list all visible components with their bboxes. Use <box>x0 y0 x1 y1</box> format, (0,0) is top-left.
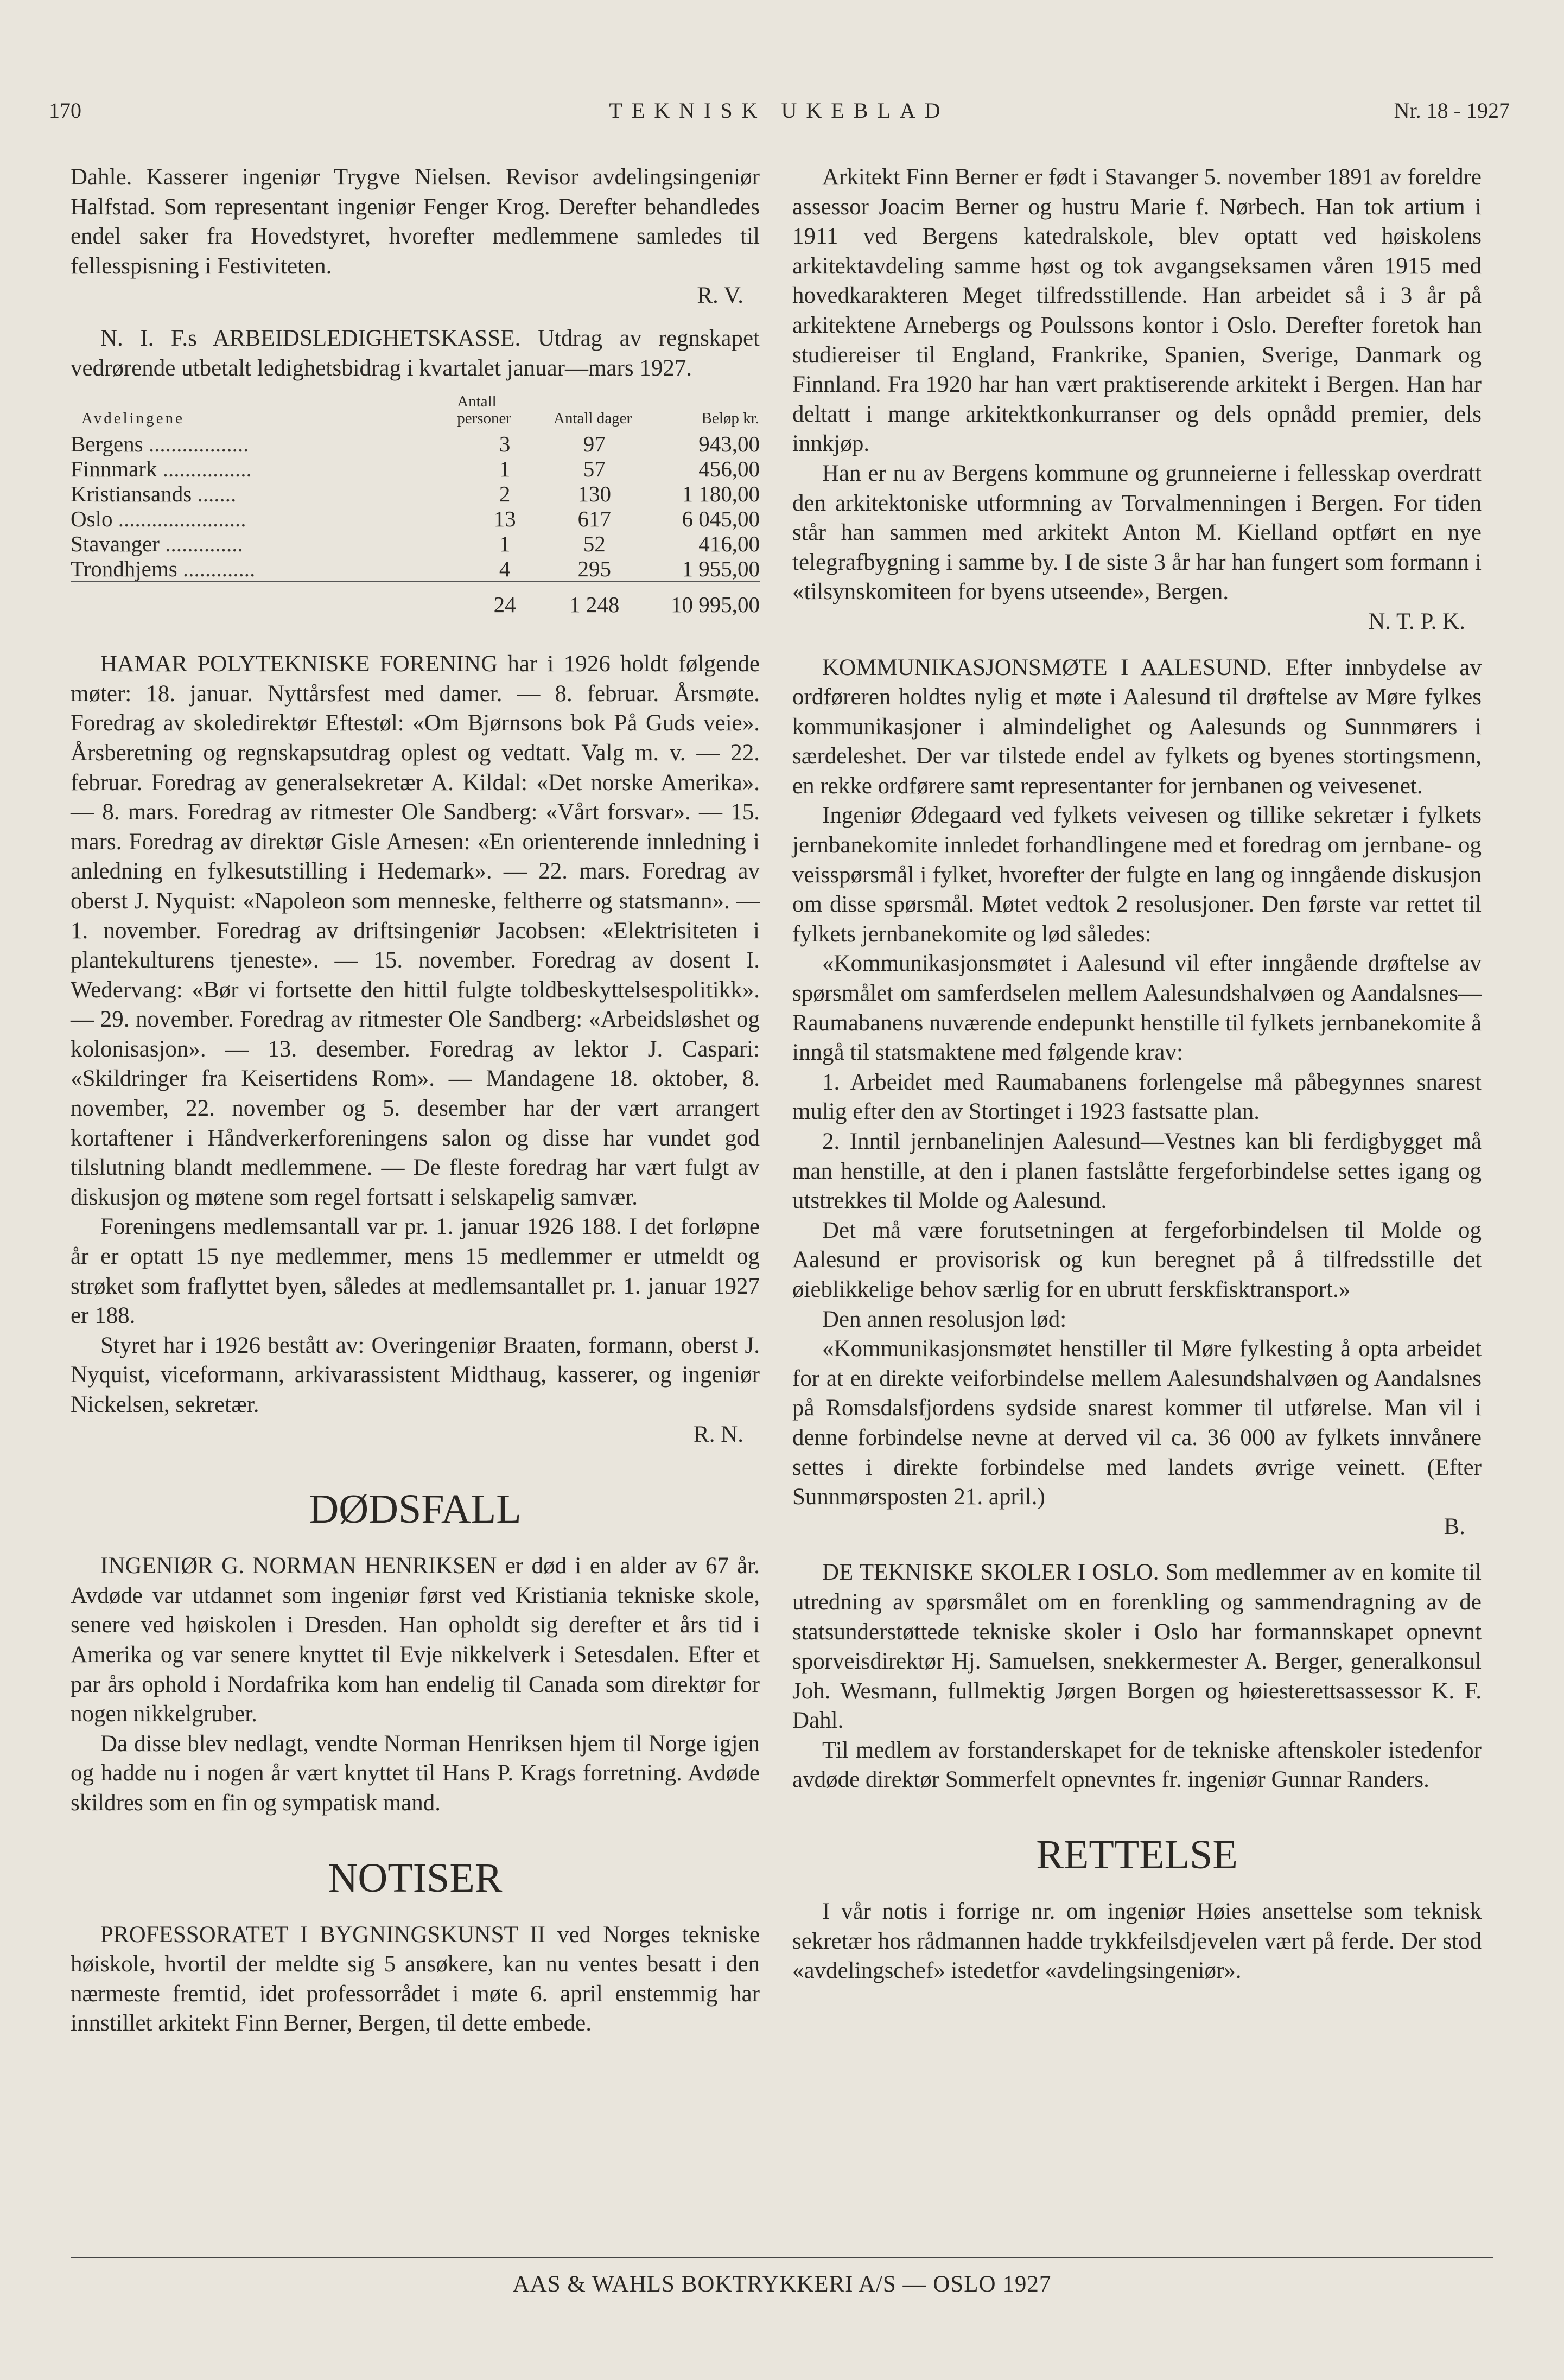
dept-cell <box>71 456 456 481</box>
notiser-heading: NOTISER <box>328 1855 503 1901</box>
rettelse-paragraph-1: I vår notis i forrige nr. om ingeniør Høies ansettelse som teknisk sekretær hos rådmannen hadde trykkfeilsdjevelen vært på ferde. Der stod «avdelingschef» istedetfor «avdelingsingeniør». <box>792 1899 1482 1984</box>
days-cell <box>553 481 635 506</box>
col-header-amount: Beløp kr. <box>701 410 759 428</box>
total-days: 1 248 <box>553 582 635 617</box>
amount-cell <box>635 481 760 506</box>
kommunik-paragraph-6: Det må være forutsetningen at fergeforbindelsen til Molde og Aalesund er provisorisk og kun beregnet på å tilfredsstille det øieblikkelige behov særlig for en ubrutt ferskfisktransport.» <box>792 1217 1482 1302</box>
kasse-paragraph: N. I. F.s ARBEIDSLEDIGHETSKASSE. Utdrag av regnskapet vedrørende utbetalt ledighetsbidrag i kvartalet januar—mars 1927. <box>71 325 760 381</box>
total-amount: 10 995,00 <box>635 582 760 617</box>
persons-cell-text: 13 <box>493 506 516 532</box>
notiser-paragraph-1: PROFESSORATET I BYGNINGSKUNST II ved Norges tekniske høiskole, hvortil der meldte sig 5 ansøkere, kan nu ventes besatt i den nærmeste fremtid, idet professorrådet i møte 6. april enstemmig har innstillet arkitekt Finn Berner, Bergen, til dette embede. <box>71 1921 760 2037</box>
amount-cell-text: 6 045,00 <box>682 506 760 532</box>
days-cell-text: 617 <box>577 506 611 532</box>
table-row <box>71 506 760 531</box>
persons-cell <box>456 556 553 582</box>
kommunik-paragraph-4: 1. Arbeidet med Raumabanens forlengelse må påbegynnes snarest mulig efter den av Stortinget i 1923 fastsatte plan. <box>792 1069 1482 1125</box>
days-cell <box>553 456 635 481</box>
dodsfall-paragraph-2: Da disse blev nedlagt, vendte Norman Henriksen hjem til Norge igjen og hadde nu i nogen år vært knyttet til Hans P. Krags forretning. Avdøde skildres som en fin og sympatisk mand. <box>71 1730 760 1816</box>
total-persons: 24 <box>456 582 553 617</box>
printer-footer: AAS & WAHLS BOKTRYKKERI A/S — OSLO 1927 <box>512 2271 1052 2297</box>
col-header-dept: Avdelingene <box>81 410 185 428</box>
kommunik-paragraph-2: Ingeniør Ødegaard ved fylkets veivesen og tillike sekretær i fylkets jernbanekomite innledet forhandlingene med et foredrag om jernbane- og veisspørsmål i fylket, hvorefter der fulgte en lang og inngående diskusjon om disse spørsmål. Møtet vedtok 2 resolusjoner. Den første var rettet til fylkets jernbanekomite og lød således: <box>792 803 1482 947</box>
amount-cell-text: 416,00 <box>698 531 760 557</box>
days-cell <box>553 531 635 556</box>
table-row <box>71 456 760 481</box>
table-row <box>71 431 760 456</box>
issue-number: Nr. 18 - 1927 <box>1394 98 1510 123</box>
leader-dots: ................ <box>157 456 252 482</box>
kommunik-paragraph-7: Den annen resolusjon lød: <box>822 1306 1067 1332</box>
intro-signature: R. V. <box>697 283 743 309</box>
ledighet-table <box>71 393 760 617</box>
dept-cell <box>71 431 456 456</box>
days-cell-text: 52 <box>583 531 606 557</box>
dept-cell-text: Trondhjems <box>71 556 177 582</box>
days-cell <box>553 506 635 531</box>
leader-dots: ....................... <box>112 506 246 532</box>
col-header-persons: Antall personer <box>457 393 512 428</box>
page-number: 170 <box>49 98 81 123</box>
leader-dots: ............. <box>177 556 256 582</box>
hamar-paragraph-2: Foreningens medlemsantall var pr. 1. januar 1926 188. I det forløpne år er optatt 15 nye medlemmer, mens 15 medlemmer er utmeldt og strøket som fraflyttet byen, således at medlemsantallet pr. 1. januar 1927 er 188. <box>71 1214 760 1329</box>
table-row <box>71 481 760 506</box>
table-total-row <box>71 582 760 617</box>
footer-rule <box>71 2257 1493 2258</box>
kommunik-paragraph-3: «Kommunikasjonsmøtet i Aalesund vil efter inngående drøftelse av spørsmålet om samferdselen mellem Aalesundshalvøen og Aandalsnes—Raumabanens nuværende endepunkt henstille til fylkets jernbanekomite å inngå til statsmaktene med følgende krav: <box>792 951 1482 1066</box>
dept-cell-text: Bergens <box>71 431 143 457</box>
dept-cell-text: Finnmark <box>71 456 157 482</box>
days-cell <box>553 431 635 456</box>
hamar-signature: R. N. <box>694 1421 743 1447</box>
skoler-paragraph-1: DE TEKNISKE SKOLER I OSLO. Som medlemmer av en komite til utredning av spørsmålet om en forenkling og sammendragning av de statsunderstøttede tekniske skoler i Oslo har formannskapet opnevnt sporveisdirektør Hj. Samuelsen, snekkermester A. Berger, generalkonsul Joh. Wesmann, fullmektig Jørgen Borgen og høiesterettsassessor K. F. Dahl. <box>792 1560 1482 1734</box>
dept-cell <box>71 481 456 506</box>
skoler-paragraph-2: Til medlem av forstanderskapet for de tekniske aftenskoler istedenfor avdøde direktør Sommerfelt opnevntes fr. ingeniør Gunnar Randers. <box>792 1737 1482 1793</box>
left-column <box>71 163 760 2039</box>
persons-cell-text: 3 <box>499 431 511 457</box>
col-header-days: Antall dager <box>554 410 632 428</box>
dept-cell <box>71 531 456 556</box>
amount-cell <box>635 431 760 456</box>
kommunik-paragraph-8: «Kommunikasjonsmøtet henstiller til Møre fylkesting å opta arbeidet for at en direkte veiforbindelse mellem Aalesundshalvøen og Aandalsnes på Romsdalsfjordens sydside snarest kommer til utførelse. Man vil i denne forbindelse nevne at derved vil ca. 36 000 av fylkets innvånere settes i direkte forbindelse med landets øvrige veinett. (Efter Sunnmørsposten 21. april.) <box>792 1336 1482 1510</box>
amount-cell <box>635 556 760 582</box>
hamar-paragraph-1: HAMAR POLYTEKNISKE FORENING har i 1926 holdt følgende møter: 18. januar. Nyttårsfest med damer. — 8. februar. Årsmøte. Foredrag av skoledirektør Eftestøl: «Om Bjørnsons bok På Guds veie». Årsberetning og regnskapsutdrag oplest og vedtatt. Valg m. v. — 22. februar. Foredrag av generalsekretær A. Kildal: «Det norske Amerika». — 8. mars. Foredrag av ritmester Ole Sandberg: «Vårt forsvar». — 15. mars. Foredrag av direktør Gisle Arnesen: «En orienterende innledning i anledning en fylkesutstilling i Hedemark». — 22. mars. Foredrag av oberst J. Nyquist: «Napoleon som menneske, feltherre og statsmann». — 1. november. Foredrag av driftsingeniør Jacobsen: «Elektrisiteten i plantekulturens tjeneste». — 15. november. Foredrag av dosent I. Wedervang: «Bør vi fortsette den hittil fulgte toldbeskyttelsespolitikk». — 29. november. Foredrag av ritmester Ole Sandberg: «Arbeidsløshet og kolonisasjon». — 13. desember. Foredrag av lektor J. Caspari: «Skildringer fra Keisertidens Rom». — Mandagene 18. oktober, 8. november, 22. november og 5. desember har der vært arrangert kortaftener i Håndverkerforeningens salon og disse har vundet god tilslutning blandt medlemmene. — De fleste foredrag har vært fulgt av diskusjon og møtene som regel fortsatt i selskapelig samvær. <box>71 651 760 1210</box>
table-body <box>71 431 760 582</box>
amount-cell-text: 1 955,00 <box>682 556 760 582</box>
berner-signature: N. T. P. K. <box>1368 608 1465 634</box>
rettelse-heading: RETTELSE <box>1036 1832 1238 1878</box>
hamar-paragraph-3: Styret har i 1926 bestått av: Overingeniør Braaten, formann, oberst J. Nyquist, viceformann, arkivarassistent Midthaug, kasserer, og ingeniør Nickelsen, sekretær. <box>71 1332 760 1417</box>
berner-paragraph-1: Arkitekt Finn Berner er født i Stavanger 5. november 1891 av foreldre assessor Joacim Berner og hustru Marie f. Nørbech. Han tok artium i 1911 ved Bergens katedralskole, blev optatt ved høiskolens arkitektavdeling samme høst og tok avgangseksamen våren 1915 med hovedkarakteren Meget tilfredsstillende. Han arbeidet så i 3 år på arkitektene Arnebergs og Poulssons kontor i Oslo. Derefter foretok han studiereiser til England, Frankrike, Spanien, Sverige, Danmark og Finnland. Fra 1920 har han vært praktiserende arkitekt i Bergen. Han har deltatt i mange arkitektkonkurranser og dels opnådd premier, dels innkjøp. <box>792 164 1482 457</box>
dodsfall-paragraph-1: INGENIØR G. NORMAN HENRIKSEN er død i en alder av 67 år. Avdøde var utdannet som ingeniør først ved Kristiania tekniske skole, senere ved høiskolen i Dresden. Han opholdt sig derefter et års tid i Amerika og var senere knyttet til Evje nikkelverk i Setesdalen. Efter et par års ophold i Nordafrika kom han endelig til Canada som direktør for nogen nikkelgruber. <box>71 1553 760 1727</box>
berner-paragraph-2: Han er nu av Bergens kommune og grunneierne i fellesskap overdratt den arkitektoniske utformning av Torvalmenningen i Bergen. For tiden står han sammen med arkitekt Anton M. Kielland optført en nye telegrafbygning i samme by. I de siste 3 år har han fungert som formann i «tilsynskomiteen for byens utseende», Bergen. <box>792 460 1482 605</box>
journal-title: TEKNISK UKEBLAD <box>609 98 950 123</box>
dept-cell-text: Oslo <box>71 506 113 532</box>
intro-paragraph: Dahle. Kasserer ingeniør Trygve Nielsen. Revisor avdelingsingeniør Halfstad. Som representant ingeniør Fenger Krog. Derefter behandledes endel saker fra Hovedstyret, hvorefter medlemmene samledes til fellesspisning i Festiviteten. <box>71 164 760 279</box>
dept-cell-text: Stavanger <box>71 531 160 557</box>
days-cell-text: 97 <box>583 431 606 457</box>
leader-dots: ....... <box>192 481 237 507</box>
kommunik-paragraph-1: KOMMUNIKASJONSMØTE I AALESUND. Efter innbydelse av ordføreren holdtes nylig et møte i Aalesund til drøftelse av Møre fylkes kommunikasjoner i almindelighet og Aalesunds og Sunnmørers i særdeleshet. Der var tilstede endel av fylkets og byenes stortingsmenn, en rekke ordførere samt representanter for jernbanen og veivesenet. <box>792 654 1482 799</box>
table-header-row <box>71 393 760 431</box>
right-column <box>792 163 1482 1986</box>
persons-cell <box>456 456 553 481</box>
table-row <box>71 556 760 582</box>
leader-dots: .................. <box>143 431 249 457</box>
persons-cell <box>456 431 553 456</box>
dept-cell <box>71 556 456 582</box>
page-header <box>49 98 1510 130</box>
amount-cell <box>635 531 760 556</box>
days-cell-text: 130 <box>577 481 611 507</box>
kommunik-paragraph-5: 2. Inntil jernbanelinjen Aalesund—Vestnes kan bli ferdigbygget må man henstille, at den i planen fastslåtte fergeforbindelse settes igang og utstrekkes til Molde og Aalesund. <box>792 1129 1482 1214</box>
persons-cell <box>456 531 553 556</box>
amount-cell-text: 456,00 <box>698 456 760 482</box>
persons-cell-text: 1 <box>499 456 511 482</box>
amount-cell <box>635 506 760 531</box>
persons-cell <box>456 506 553 531</box>
dodsfall-heading: DØDSFALL <box>309 1486 522 1532</box>
dept-cell-text: Kristiansands <box>71 481 192 507</box>
amount-cell-text: 943,00 <box>698 431 760 457</box>
amount-cell-text: 1 180,00 <box>682 481 760 507</box>
table-row <box>71 531 760 556</box>
persons-cell <box>456 481 553 506</box>
amount-cell <box>635 456 760 481</box>
persons-cell-text: 4 <box>499 556 511 582</box>
days-cell-text: 295 <box>577 556 611 582</box>
leader-dots: .............. <box>159 531 243 557</box>
persons-cell-text: 2 <box>499 481 511 507</box>
dept-cell <box>71 506 456 531</box>
kommunik-signature: B. <box>1444 1513 1465 1539</box>
days-cell <box>553 556 635 582</box>
days-cell-text: 57 <box>583 456 606 482</box>
persons-cell-text: 1 <box>499 531 511 557</box>
